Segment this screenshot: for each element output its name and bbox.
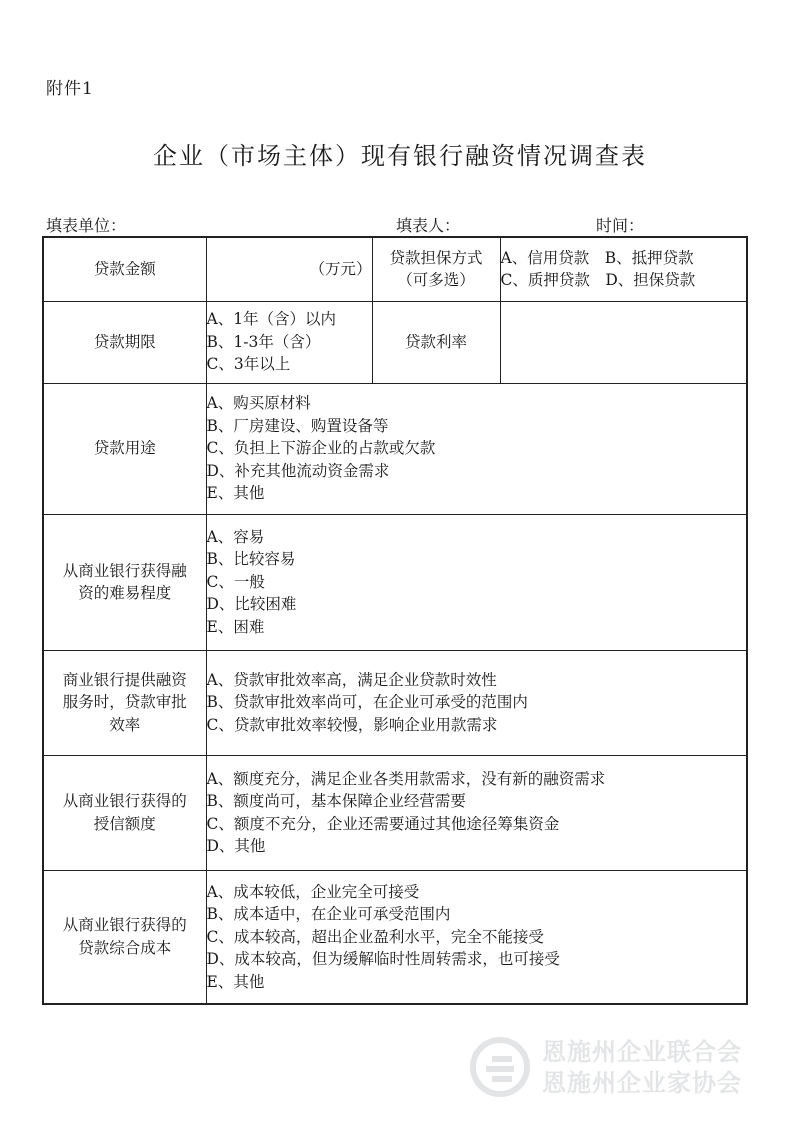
label-line: 资的难易程度 xyxy=(78,584,172,602)
loan-purpose-label: 贷款用途 xyxy=(43,383,206,514)
filler-unit-label: 填表单位： xyxy=(46,216,127,235)
table-row xyxy=(43,301,747,383)
option-line: B、成本适中，在企业可承受范围内 xyxy=(206,905,451,923)
table-row xyxy=(43,514,747,650)
option-line: C、负担上下游企业的占款或欠款 xyxy=(206,439,436,458)
credit-line-label xyxy=(43,755,206,870)
option-line: C、额度不充分，企业还需要通过其他途径筹集资金 xyxy=(206,814,560,833)
attachment-label: 附件1 xyxy=(46,79,94,99)
table-row xyxy=(43,237,747,301)
watermark-text xyxy=(542,1037,742,1099)
table-row xyxy=(43,870,747,1004)
table-row xyxy=(43,650,747,755)
financing-difficulty-options[interactable] xyxy=(206,514,747,650)
approval-efficiency-label xyxy=(43,650,206,755)
option-line: B、贷款审批效率尚可，在企业可承受的范围内 xyxy=(206,693,528,712)
label-line: 效率 xyxy=(109,715,141,734)
label-line: 贷款综合成本 xyxy=(78,938,172,957)
approval-efficiency-options[interactable] xyxy=(206,650,747,755)
option-line: A、信用贷款 B、抵押贷款 xyxy=(500,248,694,267)
option-line: C、一般 xyxy=(206,572,265,591)
option-line: C、成本较高，超出企业盈利水平，完全不能接受 xyxy=(206,927,544,946)
loan-purpose-options[interactable] xyxy=(206,383,747,514)
option-line: E、困难 xyxy=(206,617,265,636)
loan-term-label: 贷款期限 xyxy=(43,301,206,383)
option-line: A、1年（含）以内 xyxy=(206,310,337,329)
option-line: A、贷款审批效率高，满足企业贷款时效性 xyxy=(206,670,497,689)
loan-amount-field[interactable] xyxy=(206,237,372,301)
table-row xyxy=(43,755,747,870)
guarantee-method-options[interactable] xyxy=(500,237,747,301)
option-line: A、购买原材料 xyxy=(206,394,311,413)
association-logo-icon xyxy=(468,1035,532,1099)
loan-rate-field[interactable] xyxy=(500,301,747,383)
loan-term-options[interactable] xyxy=(206,301,372,383)
label-line: 授信额度 xyxy=(93,814,156,833)
label-line: 从商业银行获得融 xyxy=(62,561,187,580)
loan-rate-label: 贷款利率 xyxy=(372,301,500,383)
option-line: A、额度充分，满足企业各类用款需求，没有新的融资需求 xyxy=(206,769,606,788)
option-line: A、成本较低，企业完全可接受 xyxy=(206,882,420,901)
watermark-line: 恩施州企业联合会 xyxy=(542,1038,742,1066)
guarantee-method-label-line: 贷款担保方式 xyxy=(389,248,483,267)
option-line: B、比较容易 xyxy=(206,550,296,569)
filler-person-label: 填表人： xyxy=(396,216,461,235)
option-line: C、3年以上 xyxy=(206,355,291,374)
label-line: 服务时，贷款审批 xyxy=(62,693,187,712)
option-line: E、其他 xyxy=(206,484,265,503)
credit-line-options[interactable] xyxy=(206,755,747,870)
loan-cost-options[interactable] xyxy=(206,870,747,1004)
option-line: E、其他 xyxy=(206,972,265,991)
loan-amount-unit: （万元） xyxy=(309,260,372,278)
option-line: C、贷款审批效率较慢，影响企业用款需求 xyxy=(206,715,498,734)
filler-time-label: 时间： xyxy=(596,216,645,235)
financing-difficulty-label xyxy=(43,514,206,650)
option-line: D、成本较高，但为缓解临时性周转需求，也可接受 xyxy=(206,950,560,968)
document-title: 企业（市场主体）现有银行融资情况调查表 xyxy=(153,142,647,170)
loan-amount-label: 贷款金额 xyxy=(43,237,206,301)
guarantee-method-label xyxy=(372,237,500,301)
table-row xyxy=(43,383,747,514)
survey-table xyxy=(42,236,748,1005)
option-line: B、额度尚可，基本保障企业经营需要 xyxy=(206,792,466,810)
option-line: D、其他 xyxy=(206,837,266,855)
option-line: A、容易 xyxy=(206,527,265,546)
loan-cost-label xyxy=(43,870,206,1004)
label-line: 从商业银行获得的 xyxy=(62,916,187,935)
option-line: B、1-3年（含） xyxy=(206,332,321,351)
label-line: 商业银行提供融资 xyxy=(62,670,187,689)
option-line: C、质押贷款 D、担保贷款 xyxy=(500,271,696,290)
label-line: 从商业银行获得的 xyxy=(62,792,187,810)
watermark-line: 恩施州企业家协会 xyxy=(542,1069,742,1097)
option-line: D、补充其他流动资金需求 xyxy=(206,461,390,480)
option-line: D、比较困难 xyxy=(206,595,297,614)
guarantee-method-label-line: （可多选） xyxy=(397,271,475,290)
watermark xyxy=(468,1033,778,1103)
option-line: B、厂房建设、购置设备等 xyxy=(206,416,389,435)
